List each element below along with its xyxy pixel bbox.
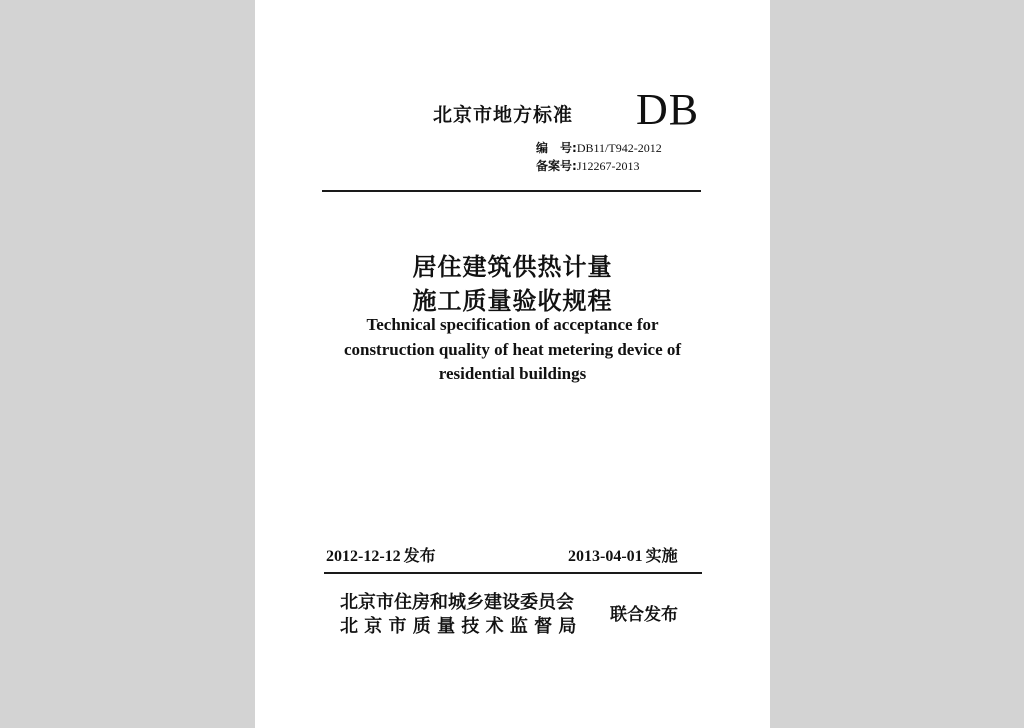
standard-code-value: DB11/T942-2012	[576, 141, 662, 155]
document-page	[255, 0, 770, 728]
issuer-org-1: 北京市住房和城乡建设委员会	[340, 592, 574, 613]
footer-divider	[324, 572, 702, 574]
issue-label: 发布	[403, 546, 436, 565]
record-number-row	[536, 157, 639, 174]
effective-date: 2013-04-01	[568, 548, 643, 565]
standard-category-label: 北京市地方标准	[433, 104, 574, 126]
title-cn-line-1: 居住建筑供热计量	[412, 253, 613, 281]
record-number-label: 备案号:	[536, 159, 577, 173]
effective-date-block	[568, 543, 678, 566]
record-number-value: J12267-2013	[576, 159, 640, 173]
header-divider	[322, 190, 701, 192]
issue-date-block	[326, 543, 436, 566]
title-en-line-3: residential buildings	[438, 364, 587, 383]
standard-code-label: 编 号:	[536, 141, 577, 155]
issue-date: 2012-12-12	[326, 548, 401, 565]
joint-issue-label: 联合发布	[610, 605, 678, 625]
title-en-line-2: construction quality of heat metering device of	[343, 340, 682, 359]
title-en-line-1: Technical specification of acceptance for	[366, 315, 659, 334]
standard-code-row	[536, 139, 662, 156]
effective-label: 实施	[645, 546, 678, 565]
issuer-org-2: 北 京 市 质 量 技 术 监 督 局	[340, 616, 577, 637]
title-cn-line-2: 施工质量验收规程	[412, 287, 613, 315]
db-mark: DB	[636, 85, 700, 134]
